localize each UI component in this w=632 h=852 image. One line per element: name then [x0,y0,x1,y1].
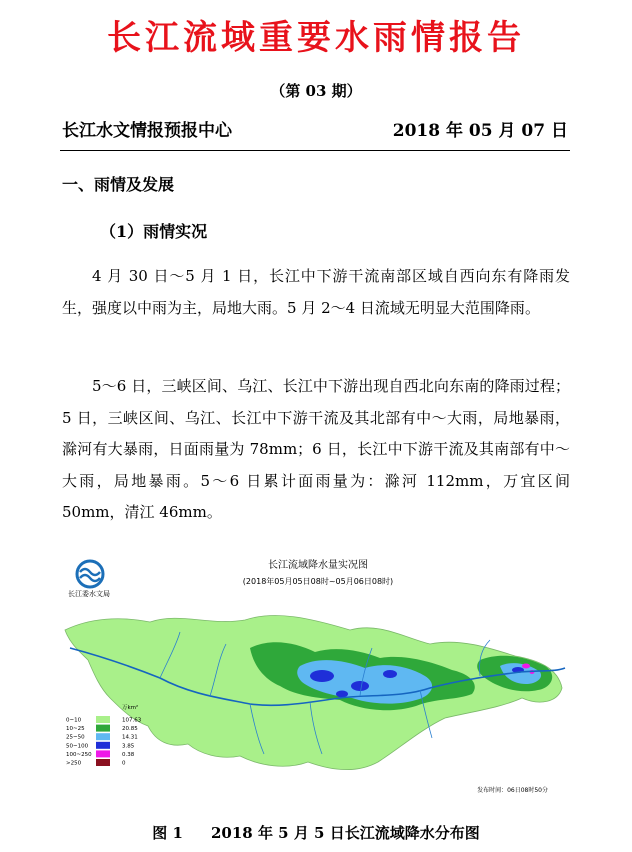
precipitation-map [60,548,572,816]
map-subtitle: (2018年05月05日08时~05月06日08时) [242,577,394,586]
legend-swatch-5 [96,759,110,766]
figure-caption [0,822,632,843]
legend-area-4: 0.38 [122,751,135,758]
legend-swatch-4 [96,750,110,757]
legend-swatch-1 [96,725,110,732]
legend-range-0: 0~10 [66,717,82,724]
legend-unit: 万km² [122,705,139,711]
release-time: 发布时间：06日08时50分 [477,787,548,794]
legend-range-3: 50~100 [66,743,89,750]
legend-range-1: 10~25 [66,726,85,733]
hydrology-bureau-logo-icon [77,561,103,587]
report-title: 长江流域重要水雨情报告 [107,18,525,58]
legend-area-5: 0 [122,760,126,767]
figure-number: 图 1 [152,824,183,842]
section-heading: 一、雨情及发展 [62,175,175,194]
legend-area-1: 20.85 [122,726,138,733]
legend-range-5: >250 [66,760,82,767]
precipitation-map-figure [60,548,572,816]
legend-range-4: 100~250 [66,751,92,758]
legend-swatch-3 [96,742,110,749]
legend-swatch-0 [96,716,110,723]
legend [66,716,142,767]
legend-area-2: 14.31 [122,734,138,741]
paragraph-2: 5～6 日，三峡区间、乌江、长江中下游出现自西北向东南的降雨过程；5 日，三峡区间、乌江、长江中下游干流及其北部有中～大雨，局地暴雨，滁河有大暴雨，日面雨量为 78mm；6 日，长江中下游干流及其南部有中～大雨，局地暴雨。5～6 日累计面雨量为：滁河 112mm，万宜区间 50mm，清江 46mm。 [62,377,570,521]
report-date: 2018 年 05 月 07 日 [392,121,568,141]
map-title: 长江流域降水量实况图 [268,560,368,571]
paragraph-1: 4 月 30 日～5 月 1 日，长江中下游干流南部区域自西向东有降雨发生，强度以中雨为主，局地大雨。5 月 2～4 日流域无明显大范围降雨。 [62,267,570,317]
legend-area-0: 107.63 [122,717,142,724]
legend-swatch-2 [96,733,110,740]
legend-area-3: 3.85 [122,743,135,750]
figure-caption-text: 2018 年 5 月 5 日长江流域降水分布图 [210,824,480,842]
issue-number: （第 03 期） [270,82,362,100]
organization-name: 长江水文情报预报中心 [62,121,232,141]
logo-label: 长江委水文局 [68,590,110,598]
subsection-heading: （1）雨情实况 [100,222,208,241]
legend-range-2: 25~50 [66,734,85,741]
header-divider [60,150,570,151]
